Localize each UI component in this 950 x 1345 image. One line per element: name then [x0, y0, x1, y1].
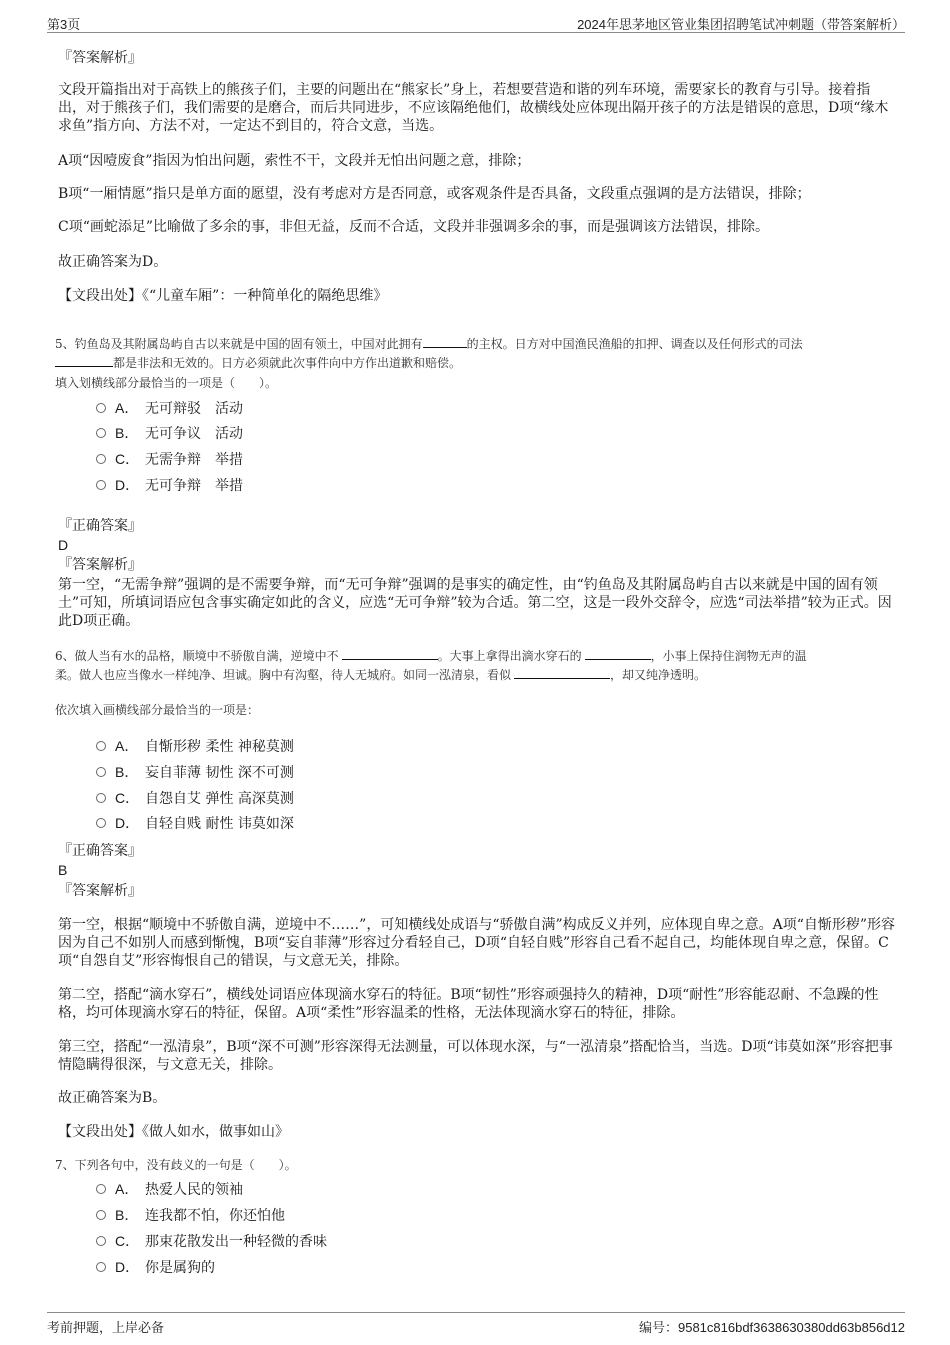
option-text: 热爱人民的领袖	[145, 1182, 243, 1198]
page-number: 第3页	[47, 17, 81, 32]
option-letter: D．	[115, 1259, 140, 1275]
q5-stem-part: 都是非法和无效的。日方必须就此次事件向中方作出道歉和赔偿。	[113, 356, 462, 370]
q6-option-c[interactable]	[96, 788, 294, 808]
footer-slogan: 考前押题，上岸必备	[47, 1321, 165, 1336]
option-letter: A．	[115, 400, 139, 416]
blank-line	[423, 335, 467, 348]
option-text: 无可争辩 举措	[145, 478, 243, 494]
q7-stem: 7、下列各句中，没有歧义的一句是（ ）。	[55, 1158, 297, 1172]
blank-line	[514, 666, 610, 679]
radio-icon[interactable]	[96, 741, 106, 751]
q6-analysis-label: 『答案解析』	[58, 883, 142, 899]
code-label: 编号：	[638, 1320, 678, 1335]
radio-icon[interactable]	[96, 428, 106, 438]
page-header	[47, 12, 905, 33]
document-title: 2024年思茅地区管业集团招聘笔试冲刺题（带答案解析）	[577, 17, 905, 32]
q6-prompt: 依次填入画横线部分最恰当的一项是：	[55, 703, 260, 717]
blank-line	[585, 647, 651, 660]
option-letter: D．	[115, 477, 140, 493]
q6-answer-label: 『正确答案』	[58, 843, 142, 859]
option-text: 那束花散发出一种轻微的香味	[145, 1234, 327, 1250]
q4-analysis-p4: C项“画蛇添足”比喻做了多余的事，非但无益，反而不合适，文段并非强调多余的事，而是强调该方法错误，排除。	[58, 219, 770, 235]
source-title: 《做人如水，做事如山》	[142, 1124, 289, 1140]
option-text: 自惭形秽 柔性 神秘莫测	[145, 739, 294, 755]
q5-answer: D	[58, 537, 69, 553]
option-text: 无可争议 活动	[145, 426, 243, 442]
q4-conclusion: 故正确答案为D。	[58, 254, 168, 270]
q5-answer-label: 『正确答案』	[58, 518, 142, 534]
q4-analysis-p3: B项“一厢情愿”指只是单方面的愿望，没有考虑对方是否同意，或客观条件是否具备，文段重点强调的是方法错误，排除；	[58, 186, 811, 202]
q6-stem-part: 。大事上拿得出滴水穿石的	[437, 649, 582, 663]
q6-conclusion: 故正确答案为B。	[58, 1090, 167, 1106]
option-letter: B．	[115, 425, 139, 441]
code-value: 9581c816bdf3638630380dd63b856d12	[677, 1320, 905, 1335]
q6-analysis-p2: 第二空，搭配“滴水穿石”，横线处词语应体现滴水穿石的特征。B项“韧性”形容顽强持久的精神，D项“耐性”形容能忍耐、不急躁的性格，均可体现滴水穿石的特征，保留。A项“柔性”形容温柔的性格，无法体现滴水穿石的特征，排除。	[58, 987, 879, 1021]
option-letter: A．	[115, 1181, 139, 1197]
radio-icon[interactable]	[96, 818, 106, 828]
q6-stem-part: 柔。做人也应当像水一样纯净、坦诚。胸中有沟壑，待人无城府。如同一泓清泉，看似	[55, 668, 512, 682]
blank-line	[342, 647, 438, 660]
source-label: 【文段出处】	[58, 1124, 142, 1140]
option-letter: C．	[115, 451, 140, 467]
q5-option-c[interactable]	[96, 449, 243, 469]
q6-analysis-p3: 第三空，搭配“一泓清泉”，B项“深不可测”形容深得无法测量，可以体现水深，与“一泓清泉”搭配恰当，当选。D项“讳莫如深”形容把事情隐瞒得很深，与文意无关，排除。	[58, 1039, 893, 1073]
source-title: 《“儿童车厢”：一种简单化的隔绝思维》	[142, 288, 388, 304]
q6-option-d[interactable]	[96, 813, 294, 833]
q4-analysis-p1: 文段开篇指出对于高铁上的熊孩子们，主要的问题出在“熊家长”身上，若想要营造和谐的列车环境，需要家长的教育与引导。接着指出，对于熊孩子们，我们需要的是磨合，而后共同进步，不应该隔绝他们，故横线处应体现出隔开孩子的方法是错误的意思，D项“缘木求鱼”指方向、方法不对，一定达不到目的，符合文意，当选。	[58, 82, 889, 134]
radio-icon[interactable]	[96, 1262, 106, 1272]
q4-analysis-label: 『答案解析』	[58, 50, 142, 66]
option-letter: D．	[115, 815, 140, 831]
radio-icon[interactable]	[96, 1236, 106, 1246]
q6-answer: B	[58, 862, 68, 878]
q6-analysis-p1: 第一空，根据“顺境中不骄傲自满，逆境中不……”，可知横线处成语与“骄傲自满”构成反义并列，应体现自卑之意。A项“自惭形秽”形容因为自己不如别人而感到惭愧，B项“妄自菲薄”形容过分看轻自己，D项“自轻自贱”形容自己看不起自己，均能体现自卑之意，保留。C项“自怨自艾”形容悔恨自己的错误，与文意无关，排除。	[58, 917, 896, 969]
q6-option-a[interactable]	[96, 736, 294, 756]
option-text: 自怨自艾 弹性 高深莫测	[145, 791, 294, 807]
radio-icon[interactable]	[96, 454, 106, 464]
q6-source	[58, 1123, 898, 1141]
document-code	[639, 1317, 905, 1336]
option-text: 自轻自贱 耐性 讳莫如深	[145, 816, 294, 832]
source-label: 【文段出处】	[58, 288, 142, 304]
option-letter: C．	[115, 790, 140, 806]
radio-icon[interactable]	[96, 793, 106, 803]
radio-icon[interactable]	[96, 767, 106, 777]
radio-icon[interactable]	[96, 403, 106, 413]
page-footer	[47, 1312, 905, 1337]
q6-stem	[55, 647, 900, 685]
radio-icon[interactable]	[96, 480, 106, 490]
q6-option-b[interactable]	[96, 762, 294, 782]
q7-option-d[interactable]	[96, 1257, 215, 1277]
q7-option-c[interactable]	[96, 1231, 327, 1251]
q5-prompt: 填入划横线部分最恰当的一项是（ ）。	[55, 376, 278, 390]
option-letter: B．	[115, 764, 139, 780]
option-text: 无需争辩 举措	[145, 452, 243, 468]
q4-analysis-p2: A项“因噎废食”指因为怕出问题，索性不干，文段并无怕出问题之意，排除；	[58, 153, 531, 169]
q6-stem-part: ，却又纯净透明。	[610, 668, 707, 682]
q5-analysis: 第一空，“无需争辩”强调的是不需要争辩，而“无可争辩”强调的是事实的确定性，由“钓鱼岛及其附属岛屿自古以来就是中国的固有领土”可知，所填词语应包含事实确定如此的含义，应选“无可争辩”较为合适。第二空，这是一段外交辞令，应选“司法举措”较为正式。因此D项正确。	[58, 577, 892, 629]
option-text: 妄自菲薄 韧性 深不可测	[145, 765, 294, 781]
q4-source	[58, 287, 898, 305]
option-letter: C．	[115, 1233, 140, 1249]
q5-analysis-label: 『答案解析』	[58, 557, 142, 573]
blank-line	[55, 354, 113, 367]
q7-option-a[interactable]	[96, 1179, 243, 1199]
q5-option-b[interactable]	[96, 423, 243, 443]
option-text: 无可辩驳 活动	[145, 401, 243, 417]
q5-option-a[interactable]	[96, 398, 243, 418]
option-letter: A．	[115, 738, 139, 754]
option-text: 连我都不怕，你还怕他	[145, 1208, 285, 1224]
radio-icon[interactable]	[96, 1184, 106, 1194]
option-text: 你是属狗的	[145, 1260, 215, 1276]
q5-option-d[interactable]	[96, 475, 243, 495]
q5-stem-part: 的主权。日方对中国渔民渔船的扣押、调查以及任何形式的司法	[466, 337, 803, 351]
radio-icon[interactable]	[96, 1210, 106, 1220]
q5-stem	[55, 335, 900, 373]
q5-stem-part: 5、钓鱼岛及其附属岛屿自古以来就是中国的固有领土，中国对此拥有	[55, 337, 423, 351]
option-letter: B．	[115, 1207, 139, 1223]
q6-stem-part: ，小事上保持住润物无声的温	[650, 649, 807, 663]
q6-stem-part: 6、做人当有水的品格，顺境中不骄傲自满，逆境中不	[55, 649, 339, 663]
q7-option-b[interactable]	[96, 1205, 285, 1225]
